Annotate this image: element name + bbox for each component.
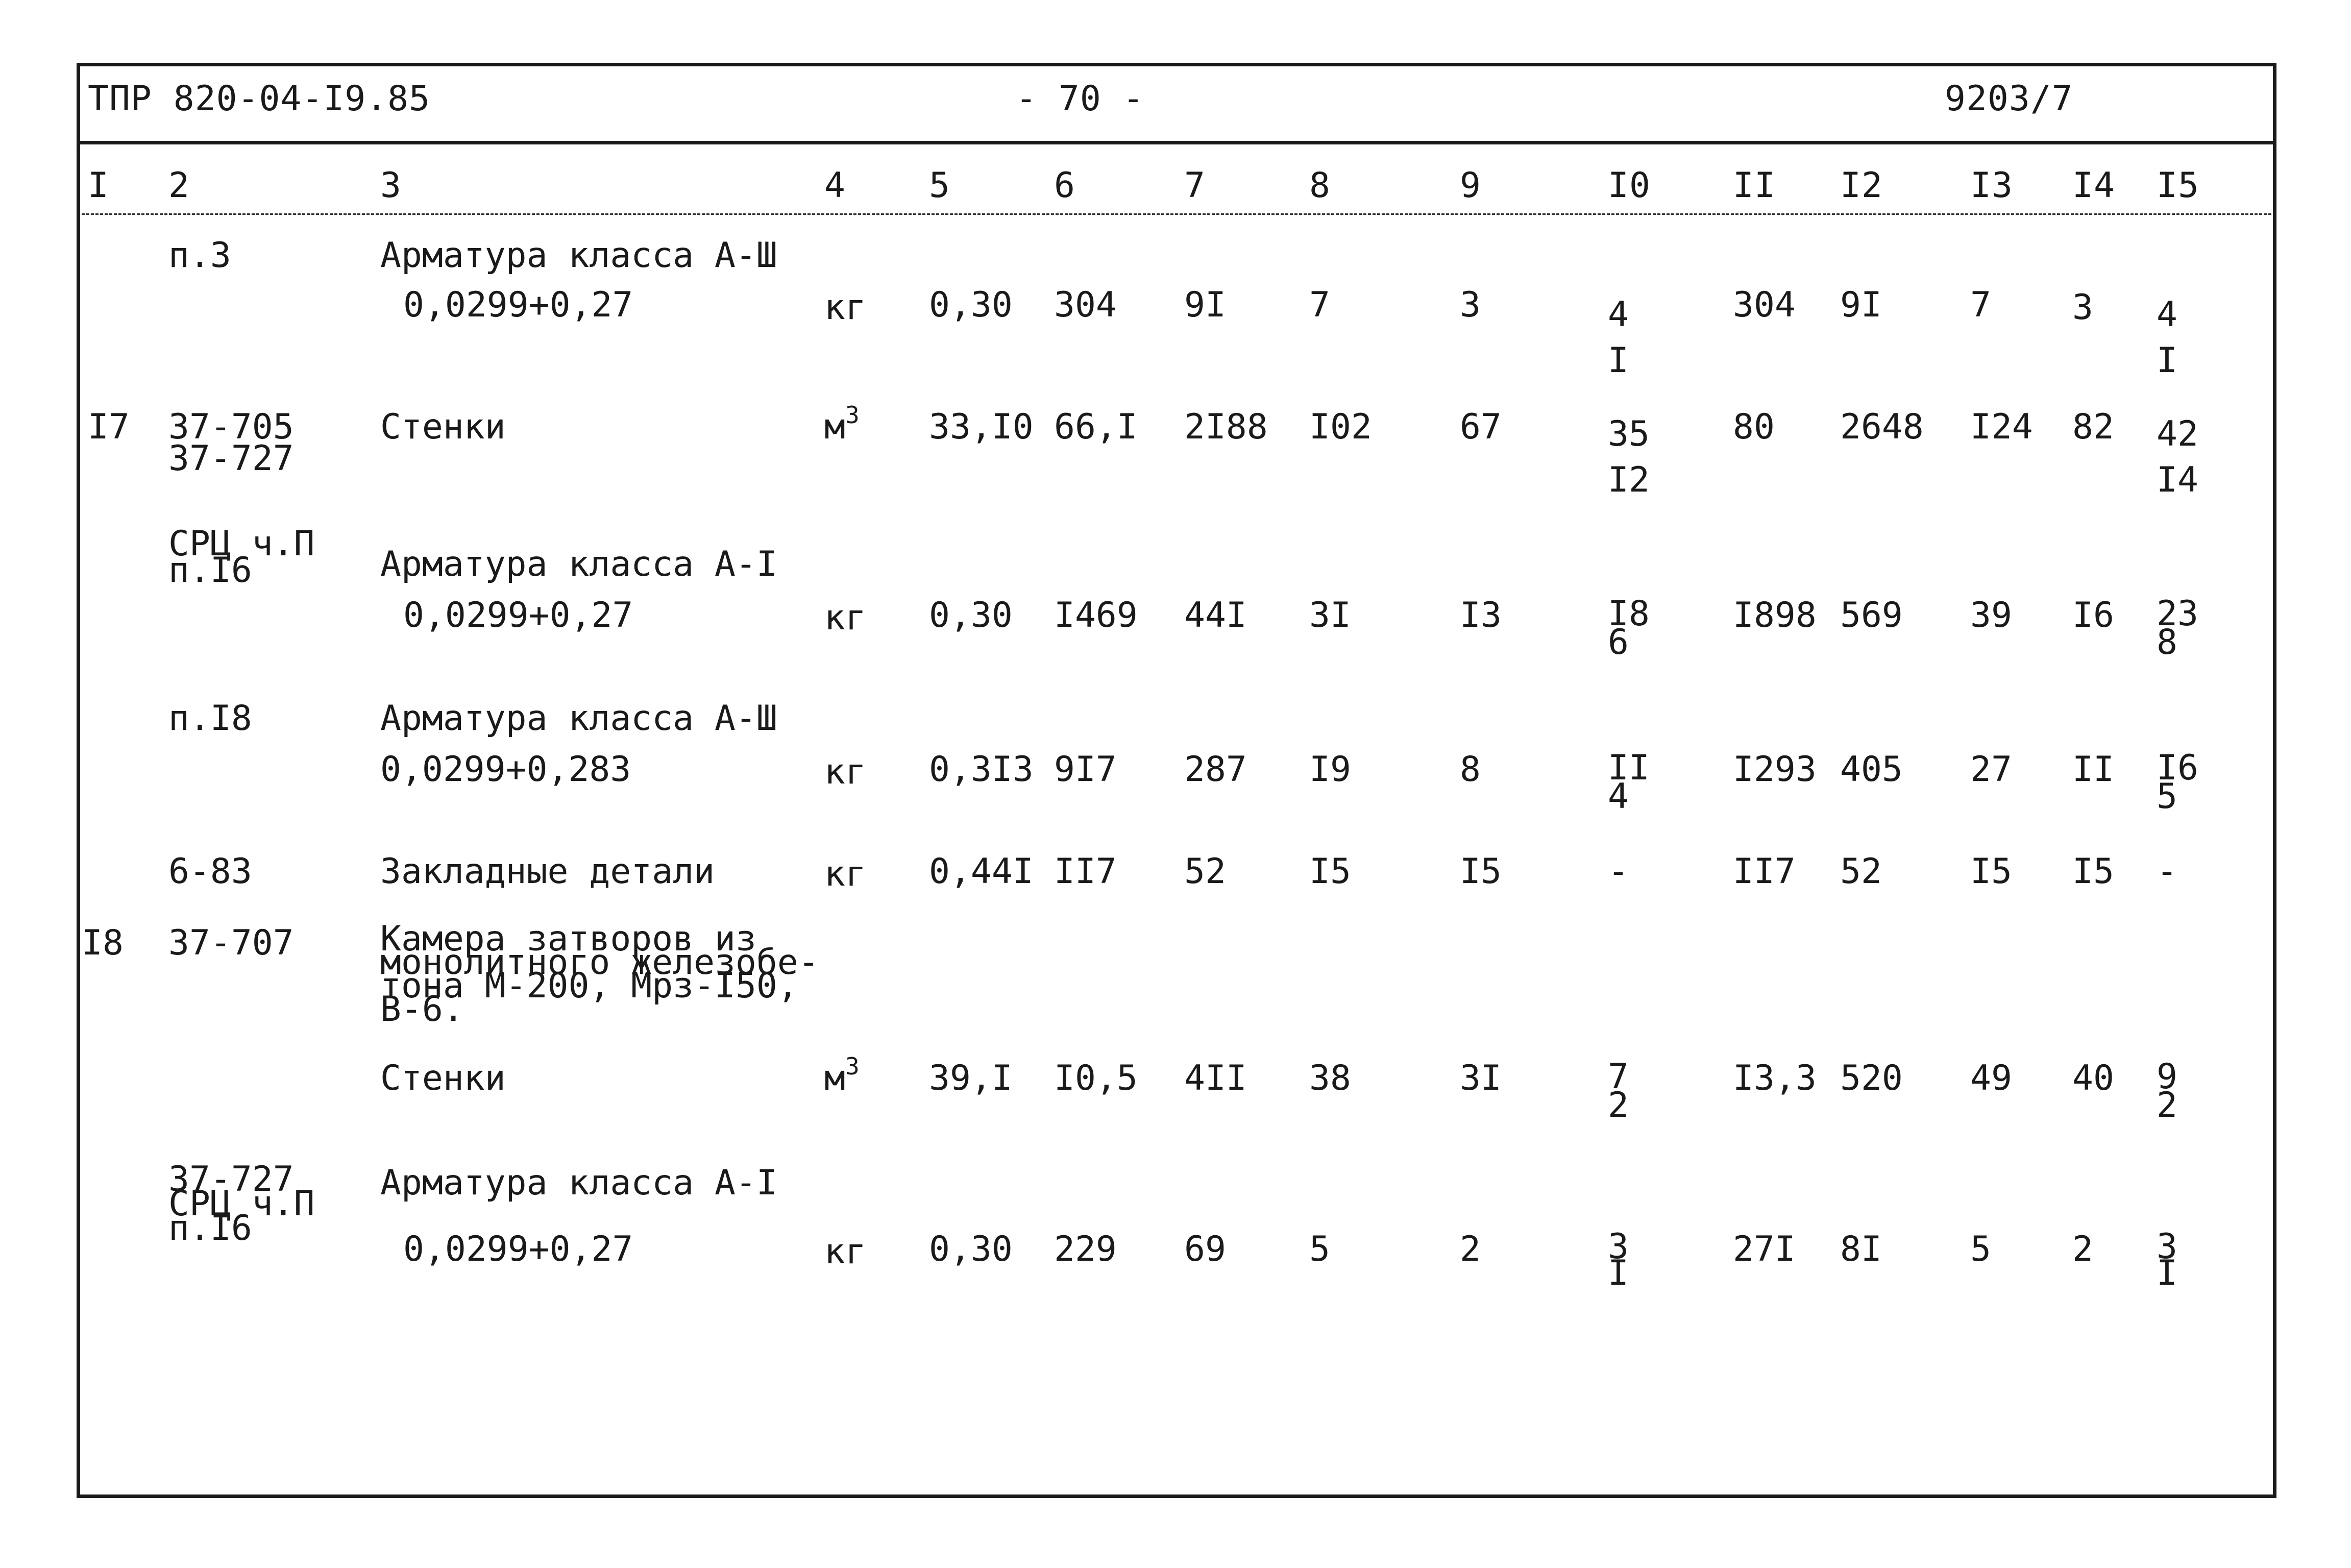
unit-superscript: 3 (845, 401, 860, 429)
header-divider (77, 141, 2276, 144)
row-col7: 44I (1184, 595, 1247, 635)
row-unit: кг (824, 854, 866, 894)
row-col13: 27 (1970, 749, 2012, 790)
row-col11: II7 (1733, 851, 1796, 892)
row-unit: кг (824, 598, 866, 638)
row-col5: 0,44I (929, 851, 1034, 892)
unit-superscript: 3 (845, 1052, 860, 1080)
row-col12: 569 (1840, 595, 1903, 635)
row-code: п.I8 (168, 698, 252, 739)
unit-text: м (824, 407, 845, 447)
doc-code: ТПР 820-04-I9.85 (88, 79, 431, 119)
reference-number: 9203/7 (1945, 79, 2073, 119)
row-col14: 40 (2072, 1058, 2114, 1098)
row-col14: I5 (2072, 851, 2114, 892)
row-formula: 0,0299+0,27 (403, 1229, 633, 1269)
col-header-1: I (88, 165, 109, 206)
row-description: Арматура класса А-I (380, 544, 777, 584)
row-col9: 2 (1460, 1229, 1481, 1269)
row-col10: I8 6 (1608, 594, 1650, 663)
row-description: Камера затворов из монолитного железобе- тона М-200, Мрз-I50, В-6. (380, 919, 819, 1030)
row-col13: I24 (1970, 407, 2033, 447)
row-col11: I898 (1733, 595, 1817, 635)
row-col12: 8I (1840, 1229, 1882, 1269)
row-code: 37-705 37-727 (168, 407, 294, 479)
row-col11: 304 (1733, 285, 1796, 325)
row-col12: 520 (1840, 1058, 1903, 1098)
row-code: 37-707 (168, 923, 294, 963)
row-col6: 304 (1054, 285, 1117, 325)
row-col5: 39,I (929, 1058, 1013, 1098)
row-col10: 7 2 (1608, 1057, 1629, 1125)
row-col14: 3 (2072, 287, 2093, 328)
row-unit: кг (824, 752, 866, 792)
row-col10: 4 I (1608, 295, 1629, 381)
col-header-8: 8 (1309, 165, 1331, 206)
row-description: Арматура класса А-Ш (380, 698, 777, 739)
row-col15: - (2157, 851, 2177, 892)
row-description: Арматура класса А-I (380, 1163, 777, 1203)
row-col7: 4II (1184, 1058, 1247, 1098)
row-col13: 5 (1970, 1229, 1991, 1269)
col-header-13: I3 (1970, 165, 2013, 206)
row-code: СРЦ ч.П п.I6 (168, 524, 315, 591)
row-col11: 80 (1733, 407, 1775, 447)
row-code: 6-83 (168, 851, 252, 892)
row-col12: 9I (1840, 285, 1882, 325)
row-unit: кг (824, 1232, 866, 1272)
row-col14: 82 (2072, 407, 2114, 447)
col-header-7: 7 (1184, 165, 1206, 206)
row-col6: 66,I (1054, 407, 1138, 447)
col-header-5: 5 (929, 165, 950, 206)
row-col6: II7 (1054, 851, 1117, 892)
row-unit (824, 1052, 860, 1098)
row-col11: I3,3 (1733, 1058, 1817, 1098)
row-col5: 33,I0 (929, 407, 1034, 447)
col-header-11: II (1733, 165, 1776, 206)
col-header-12: I2 (1840, 165, 1883, 206)
row-col7: 52 (1184, 851, 1226, 892)
row-col5: 0,30 (929, 285, 1013, 325)
page-number: - 70 - (1016, 79, 1144, 119)
row-col8: 5 (1309, 1229, 1330, 1269)
row-col8: 7 (1309, 285, 1330, 325)
row-col13: 39 (1970, 595, 2012, 635)
row-col9: 3I (1460, 1058, 1502, 1098)
row-col7: 287 (1184, 749, 1247, 790)
row-col7: 9I (1184, 285, 1226, 325)
row-col7: 2I88 (1184, 407, 1268, 447)
row-col14: 2 (2072, 1229, 2093, 1269)
row-col15: I6 5 (2157, 748, 2198, 817)
row-col6: 229 (1054, 1229, 1117, 1269)
row-col9: 8 (1460, 749, 1481, 790)
row-col9: 67 (1460, 407, 1502, 447)
row-formula: 0,0299+0,283 (380, 749, 631, 790)
row-formula: 0,0299+0,27 (403, 595, 633, 635)
col-header-4: 4 (824, 165, 846, 206)
row-col14: I6 (2072, 595, 2114, 635)
row-description: Арматура класса А-Ш (380, 235, 777, 276)
row-unit: кг (824, 287, 866, 328)
row-col12: 52 (1840, 851, 1882, 892)
row-col6: I0,5 (1054, 1058, 1138, 1098)
row-col10: II 4 (1608, 748, 1650, 817)
col-header-9: 9 (1460, 165, 1481, 206)
row-col12: 405 (1840, 749, 1903, 790)
col-header-10: I0 (1608, 165, 1651, 206)
row-col14: II (2072, 749, 2114, 790)
header-underline (82, 213, 2271, 215)
row-col5: 0,3I3 (929, 749, 1034, 790)
row-number: I7 (88, 407, 130, 447)
row-col12: 2648 (1840, 407, 1924, 447)
col-header-14: I4 (2072, 165, 2115, 206)
row-description: Стенки (380, 407, 506, 447)
row-col10: 3 I (1608, 1227, 1629, 1293)
row-col6: 9I7 (1054, 749, 1117, 790)
row-description: Закладные детали (380, 851, 715, 892)
col-header-2: 2 (168, 165, 190, 206)
row-col8: I5 (1309, 851, 1351, 892)
row-col10: 35 I2 (1608, 414, 1650, 500)
row-col15: 3 I (2157, 1227, 2177, 1293)
row-col6: I469 (1054, 595, 1138, 635)
row-formula: 0,0299+0,27 (403, 285, 633, 325)
row-code: п.3 (168, 235, 231, 276)
row-col15: 23 8 (2157, 594, 2198, 663)
row-col9: 3 (1460, 285, 1481, 325)
row-number: I8 (82, 923, 124, 963)
row-col13: 49 (1970, 1058, 2012, 1098)
row-col8: I9 (1309, 749, 1351, 790)
row-col9: I3 (1460, 595, 1502, 635)
row-col13: 7 (1970, 285, 1991, 325)
col-header-15: I5 (2157, 165, 2199, 206)
row-col13: I5 (1970, 851, 2012, 892)
row-col15: 9 2 (2157, 1057, 2177, 1125)
row-col15: 4 I (2157, 295, 2177, 381)
row-col15: 42 I4 (2157, 414, 2198, 500)
row-col11: 27I (1733, 1229, 1796, 1269)
row-unit (824, 401, 860, 447)
row-subtitle: Стенки (380, 1058, 506, 1098)
row-col11: I293 (1733, 749, 1817, 790)
row-col8: I02 (1309, 407, 1372, 447)
col-header-3: 3 (380, 165, 402, 206)
row-col9: I5 (1460, 851, 1502, 892)
unit-text: м (824, 1058, 845, 1098)
row-code: 37-727 СРЦ ч.П п.I6 (168, 1159, 315, 1248)
row-col8: 3I (1309, 595, 1351, 635)
row-col5: 0,30 (929, 1229, 1013, 1269)
row-col5: 0,30 (929, 595, 1013, 635)
col-header-6: 6 (1054, 165, 1075, 206)
row-col10: - (1608, 851, 1629, 892)
row-col7: 69 (1184, 1229, 1226, 1269)
row-col8: 38 (1309, 1058, 1351, 1098)
